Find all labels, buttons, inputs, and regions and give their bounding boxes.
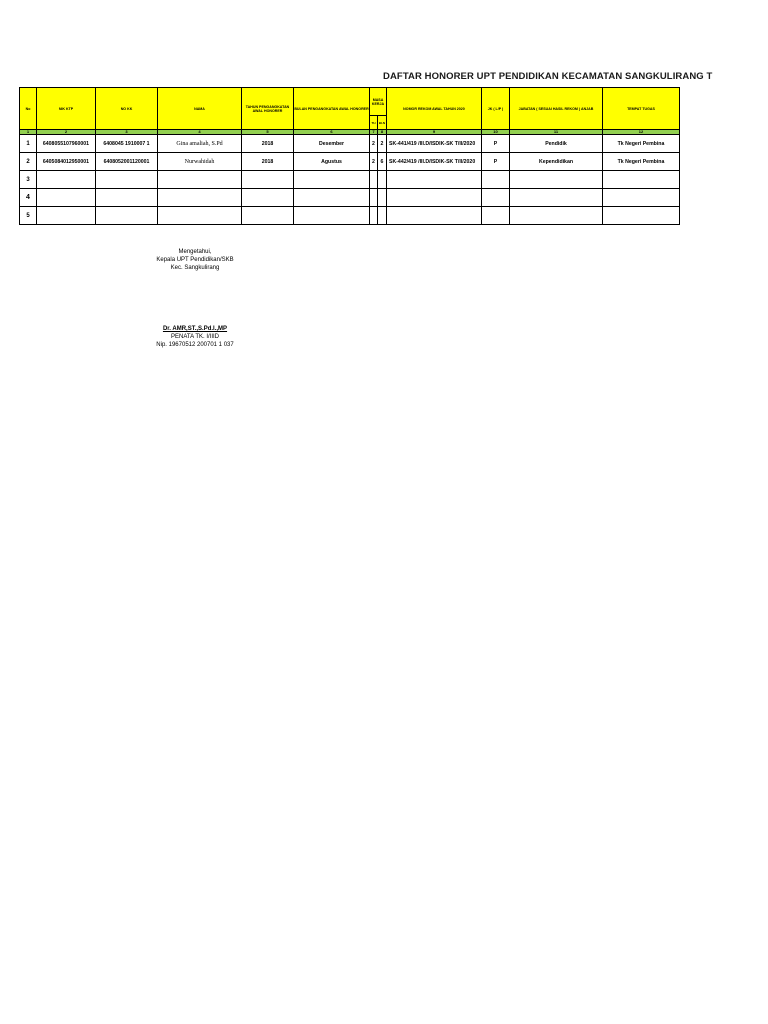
cell-bulan [294,189,370,207]
signatory-nip: Nip. 19670512 200701 1 037 [156,342,234,348]
cell-masa-th [370,171,378,189]
cell-jabatan: Pendidik [510,135,603,153]
cell-jk: P [482,153,510,171]
header-nomor-rekom: NOMOR REKOM AWAL TAHUN 2020 [387,88,482,130]
cell-masa-th [370,207,378,225]
cell-masa-bln [378,189,387,207]
header-masa-kerja: MASA KERJA [370,88,387,116]
cell-jabatan [510,171,603,189]
cell-nomor-rekom: SK-442/419 /III.D/ISDIK-SK T/II/2020 [387,153,482,171]
cell-masa-th: 2 [370,153,378,171]
cell-no: 2 [20,153,37,171]
cell-jk [482,171,510,189]
cell-tempat-tugas: Tk Negeri Pembina [603,135,680,153]
col-num: 7 [370,130,378,135]
cell-nik-ktp [37,189,96,207]
col-num: 5 [242,130,294,135]
header-masa-bln: BLN [378,116,387,130]
cell-nama [158,171,242,189]
cell-jabatan: Kependidikan [510,153,603,171]
header-no: No [20,88,37,130]
cell-bulan: Agustus [294,153,370,171]
col-num: 10 [482,130,510,135]
cell-masa-th [370,189,378,207]
cell-masa-bln: 6 [378,153,387,171]
cell-no-kk [96,171,158,189]
cell-tempat-tugas: Tk Negeri Pembina [603,153,680,171]
table-header-row [20,88,680,116]
cell-bulan: Desember [294,135,370,153]
header-no-kk: NO KK [96,88,158,130]
header-tempat-tugas: TEMPAT TUGAS [603,88,680,130]
cell-nama [158,189,242,207]
col-num: 11 [510,130,603,135]
cell-no-kk: 6408052001120001 [96,153,158,171]
cell-no: 1 [20,135,37,153]
cell-no-kk [96,207,158,225]
signatory-name: Dr. AMR,ST.,S.Pd.I.,MP [162,326,228,332]
signatory-block [120,325,270,349]
cell-tempat-tugas [603,189,680,207]
header-nama: NAMA [158,88,242,130]
cell-tahun [242,207,294,225]
cell-nomor-rekom [387,207,482,225]
cell-no: 4 [20,189,37,207]
col-num: 2 [37,130,96,135]
cell-masa-bln [378,171,387,189]
honorer-table [19,87,680,225]
cell-no-kk [96,189,158,207]
header-jk: JK ( L/P ) [482,88,510,130]
cell-nama: Nurwahidah [158,153,242,171]
cell-masa-th: 2 [370,135,378,153]
cell-nomor-rekom [387,189,482,207]
cell-jabatan [510,189,603,207]
cell-no-kk: 6408045 1910007 1 [96,135,158,153]
cell-no: 3 [20,171,37,189]
cell-bulan [294,171,370,189]
signature-position: Kepala UPT Pendidikan/SKB [156,257,234,263]
col-num: 6 [294,130,370,135]
table-row [20,207,680,225]
table-row [20,189,680,207]
cell-nik-ktp [37,171,96,189]
header-jabatan: JABATAN ( SESUAI HASIL REKOM ) ANJAB [510,88,603,130]
cell-nik-ktp [37,207,96,225]
cell-tahun: 2018 [242,135,294,153]
signature-district: Kec. Sangkulirang [170,265,220,271]
cell-masa-bln [378,207,387,225]
col-num: 3 [96,130,158,135]
cell-tahun [242,189,294,207]
cell-nomor-rekom [387,171,482,189]
cell-tempat-tugas [603,171,680,189]
cell-nik-ktp: 6408055107960001 [37,135,96,153]
table-row [20,135,680,153]
document-title: DAFTAR HONORER UPT PENDIDIKAN KECAMATAN SANGKULIRANG T [383,71,713,82]
col-num: 12 [603,130,680,135]
header-bulan: BULAN PENGANGKATAN AWAL HONORER [294,88,370,130]
cell-jabatan [510,207,603,225]
table-row [20,171,680,189]
cell-jk: P [482,135,510,153]
cell-nama [158,207,242,225]
cell-tahun [242,171,294,189]
cell-nik-ktp: 6405084012950001 [37,153,96,171]
cell-jk [482,189,510,207]
cell-tempat-tugas [603,207,680,225]
table-row [20,153,680,171]
cell-nomor-rekom: SK-441/419 /III.D/ISDIK-SK T/II/2020 [387,135,482,153]
col-num: 9 [387,130,482,135]
col-num: 8 [378,130,387,135]
signature-acknowledged: Mengetahui, [178,249,212,255]
cell-tahun: 2018 [242,153,294,171]
col-num: 4 [158,130,242,135]
cell-masa-bln: 2 [378,135,387,153]
cell-bulan [294,207,370,225]
header-masa-th: TH [370,116,378,130]
signature-block [120,248,270,272]
col-num: 1 [20,130,37,135]
signatory-rank: PENATA TK. I/IIID [170,334,219,340]
cell-no: 5 [20,207,37,225]
cell-jk [482,207,510,225]
header-tahun: TAHUN PENGANGKATAN AWAL HONORER [242,88,294,130]
cell-nama: Gina amaliah, S.Pd [158,135,242,153]
header-nik-ktp: NIK KTP [37,88,96,130]
